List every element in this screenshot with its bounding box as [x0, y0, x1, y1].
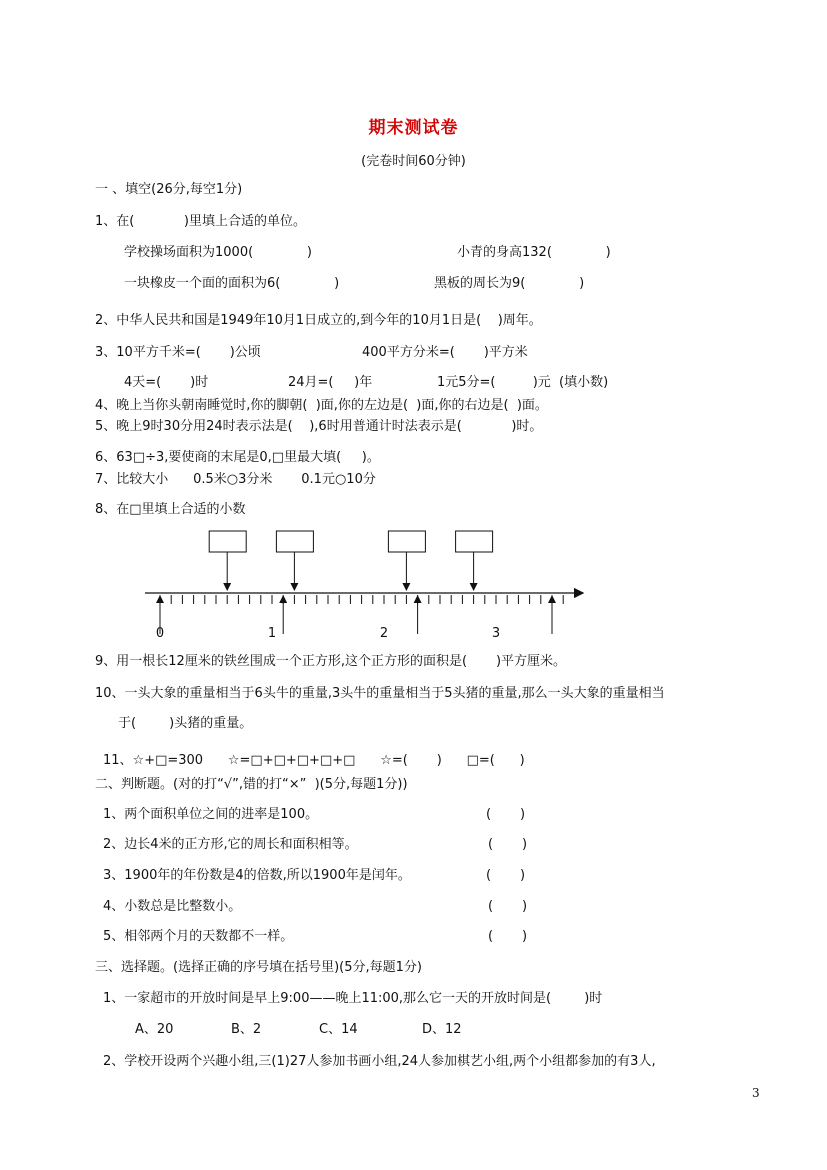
tf2-text: 2、边长4米的正方形,它的周长和面积相等。: [103, 837, 358, 852]
number-line-label: 2: [379, 626, 389, 641]
tf3-answer-blank: ( ): [486, 868, 526, 883]
tf4-text: 4、小数总是比整数小。: [103, 899, 242, 914]
q1-item-playground-area: 学校操场面积为1000( ): [124, 245, 312, 260]
tf2-answer-blank: ( ): [488, 837, 528, 852]
page-number: 3: [752, 1086, 760, 1100]
answer-box: [456, 531, 493, 552]
q1-text: 1、在( )里填上合适的单位。: [95, 214, 307, 229]
tf1-text: 1、两个面积单位之间的进率是100。: [103, 807, 319, 822]
section-choice-heading: 三、选择题。(选择正确的序号填在括号里)(5分,每题1分): [95, 960, 422, 975]
page-title: 期末测试卷: [368, 118, 459, 138]
q11-text: 11、☆+□=300 ☆=□+□+□+□+□ ☆=( ) □=( ): [103, 753, 525, 768]
q4-text: 4、晚上当你头朝南睡觉时,你的脚朝( )面,你的左边是( )面,你的右边是( )面。: [95, 398, 548, 413]
mc1-option-a: A、20: [135, 1022, 174, 1037]
section-true-false-heading: 二、判断题。(对的打“√”,错的打“×” )(5分,每题1分)): [95, 777, 408, 792]
q3-item-dm2: 400平方分米=( )平方米: [362, 345, 528, 360]
number-line-label: 0: [155, 626, 165, 641]
answer-box: [388, 531, 425, 552]
tf1-answer-blank: ( ): [486, 807, 526, 822]
tf5-answer-blank: ( ): [488, 929, 528, 944]
q9-text: 9、用一根长12厘米的铁丝围成一个正方形,这个正方形的面积是( )平方厘米。: [95, 654, 567, 669]
q1-item-eraser-area: 一块橡皮一个面的面积为6( ): [124, 276, 340, 291]
mc1-text: 1、一家超市的开放时间是早上9:00——晚上11:00,那么它一天的开放时间是( )时: [103, 991, 603, 1006]
q3-item-yuan: 1元5分=( )元 (填小数): [437, 375, 609, 390]
time-limit-note: (完卷时间60分钟): [361, 154, 466, 169]
mc2-text: 2、学校开设两个兴趣小组,三(1)27人参加书画小组,24人参加棋艺小组,两个小组都参加的有3人,: [103, 1054, 656, 1069]
number-line-label: 3: [491, 626, 501, 641]
q10-text-line2: 于( )头猪的重量。: [118, 716, 253, 731]
q3-item-days: 4天=( )时: [124, 375, 209, 390]
number-line-label: 1: [267, 626, 277, 641]
q1-item-blackboard-perimeter: 黑板的周长为9( ): [434, 276, 585, 291]
section-fill-blank-heading: 一 、填空(26分,每空1分): [95, 182, 243, 197]
mc1-option-b: B、2: [231, 1022, 262, 1037]
tf5-text: 5、相邻两个月的天数都不一样。: [103, 929, 294, 944]
answer-box: [209, 531, 246, 552]
mc1-option-c: C、14: [319, 1022, 358, 1037]
q1-item-height: 小青的身高132( ): [457, 245, 611, 260]
q6-text: 6、63□÷3,要使商的末尾是0,□里最大填( )。: [95, 450, 380, 465]
answer-box: [276, 531, 313, 552]
q2-text: 2、中华人民共和国是1949年10月1日成立的,到今年的10月1日是( )周年。: [95, 313, 542, 328]
q3-item-km2: 3、10平方千米=( )公顷: [95, 345, 261, 360]
q5-text: 5、晚上9时30分用24时表示法是( ),6时用普通计时法表示是( )时。: [95, 419, 543, 434]
q7-text: 7、比较大小 0.5米○3分米 0.1元○10分: [95, 472, 376, 487]
mc1-option-d: D、12: [422, 1022, 462, 1037]
q10-text-line1: 10、一头大象的重量相当于6头牛的重量,3头牛的重量相当于5头猪的重量,那么一头大象的重量相当: [95, 686, 665, 701]
tf4-answer-blank: ( ): [488, 899, 528, 914]
tf3-text: 3、1900年的年份数是4的倍数,所以1900年是闰年。: [103, 868, 411, 883]
q3-item-months: 24月=( )年: [288, 375, 373, 390]
q8-text: 8、在□里填上合适的小数: [95, 502, 246, 517]
